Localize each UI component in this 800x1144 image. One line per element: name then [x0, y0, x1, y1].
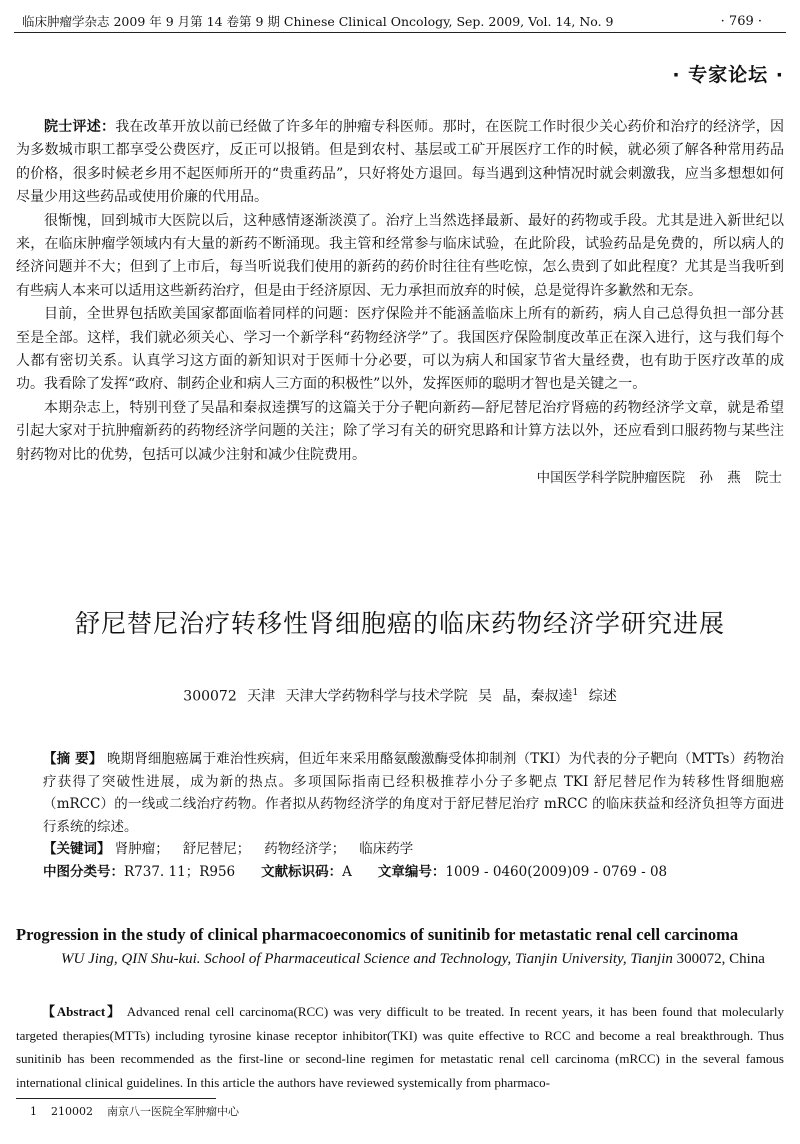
commentary-signature: 中国医学科学院肿瘤医院 孙 燕 院士	[536, 470, 782, 487]
authors-en	[16, 948, 784, 970]
academician-commentary	[16, 116, 784, 491]
footnote-postcode: 210002	[51, 1105, 93, 1118]
classification-line	[16, 861, 784, 884]
page-number: · 769 ·	[720, 14, 762, 29]
clc-label: 中图分类号：	[43, 863, 124, 880]
footnote	[30, 1104, 239, 1120]
commentary-paragraph: 本期杂志上，特别刊登了吴晶和秦叔逵撰写的这篇关于分子靶向新药—舒尼替尼治疗肾癌的药物经济学文章，就是希望引起大家对于抗肿瘤新药的药物经济学问题的关注；除了学习有关的研究思路和计算方法以外，还应看到口服药物与某些注射药物对比的优势，包括可以减少注射和减少住院费用。	[16, 399, 784, 463]
keyword-item: 临床药学	[359, 841, 414, 858]
abstract-cn-paragraph	[16, 748, 784, 838]
doc-code-label: 文献标识码：	[261, 863, 343, 880]
authors-en-tail: 300072, China	[672, 951, 765, 967]
authors-cn	[16, 682, 784, 708]
clc-value: R737. 11；R956	[124, 863, 236, 880]
commentary-lead: 院士评述：	[44, 119, 116, 135]
affiliation-mark: 1	[572, 688, 579, 698]
footnote-rule	[16, 1098, 216, 1099]
authors-cn-role: 综述	[578, 688, 617, 705]
authors-en-text: WU Jing, QIN Shu-kui. School of Pharmaceutical Science and Technology, Tianjin University, Tianjin	[61, 951, 673, 967]
abstract-cn	[16, 748, 784, 884]
running-header	[14, 12, 786, 33]
abstract-en-text: Advanced renal cell carcinoma(RCC) was very difficult to be treated. In recent years, it has been found that molecularly targeted therapies(MTTs) including tyrosine kinase receptor inhibitor(TKI) was quite effective to RCC and become a real breakthrough. Thus sunitinib has been recommended as the first-line or second-line regimen for metastatic renal cell carcinoma (mRCC) in the several famous international clinical guidelines. In this article the authors have reviewed systemically from pharmaco-	[16, 1004, 784, 1090]
article-no-label: 文章编号：	[377, 863, 446, 880]
doc-code-value: A	[342, 863, 352, 880]
abstract-cn-text: 晚期肾细胞癌属于难治性疾病，但近年来采用酪氨酸激酶受体抑制剂（TKI）为代表的分子靶向（MTTs）药物治疗获得了突破性进展，成为新的热点。多项国际指南已经积极推荐小分子多靶点 TKI 舒尼替尼作为转移性肾细胞癌（mRCC）的一线或二线治疗药物。作者拟从药物经济学的角度对于舒尼替尼治疗 mRCC 的临床获益和经济负担等方面进行系统的综述。	[43, 751, 785, 835]
keyword-item: 药物经济学；	[264, 841, 346, 858]
commentary-paragraph	[16, 116, 784, 210]
keywords-label: 【关键词】	[43, 841, 111, 858]
keyword-item: 舒尼替尼；	[182, 841, 251, 858]
commentary-paragraph: 很惭愧，回到城市大医院以后，这种感情逐渐淡漠了。治疗上当然选择最新、最好的药物或手段。尤其是进入新世纪以来，在临床肿瘤学领域内有大量的新药不断涌现。我主管和经常参与临床试验，在此阶段，试验药品是免费的，所以病人的经济问题并不大；但到了上市后，每当听说我们使用的新药的药价时往往有些吃惊，怎么贵到了如此程度？尤其是当我听到有些病人本来可以适用这些新药治疗，但是由于经济原因、无力承担而放弃的时候，总是觉得许多歉然和无奈。	[16, 212, 784, 299]
keywords	[16, 838, 784, 861]
article-title-en: Progression in the study of clinical pharmacoeconomics of sunitinib for metastatic renal cell carcinoma	[16, 925, 739, 944]
commentary-text: 我在改革开放以前已经做了许多年的肿瘤专科医师。那时，在医院工作时很少关心药价和治疗的经济学，因为多数城市职工都享受公费医疗，反正可以报销。但是到农村、基层或工矿开展医疗工作的时候，就必须了解各种常用药品的价格，很多时候老乡用不起医师所开的“贵重药品”，只好将处方退回。每当遇到这种情况时就会刺激我，应当多想想如何尽量少用这些药品或使用价廉的代用品。	[16, 119, 785, 206]
abstract-en	[16, 1000, 784, 1094]
abstract-en-label: 【Abstract】	[42, 1004, 122, 1019]
running-header-text: 临床肿瘤学杂志 2009 年 9 月第 14 卷第 9 期 Chinese Clinical Oncology, Sep. 2009, Vol. 14, No. 9	[22, 14, 614, 29]
footnote-text: 南京八一医院全军肿瘤中心	[107, 1105, 239, 1118]
footnote-mark: 1	[30, 1105, 37, 1118]
article-title-cn: 舒尼替尼治疗转移性肾细胞癌的临床药物经济学研究进展	[74, 609, 725, 638]
keyword-item: 肾肿瘤；	[114, 841, 169, 858]
commentary-paragraph: 目前，全世界包括欧美国家都面临着同样的问题：医疗保险并不能涵盖临床上所有的新药，病人自己总得负担一部分甚至是全部。这样，我们就必须关心、学习一个新学科“药物经济学”了。我国医疗保险制度改革正在深入进行，这与我们每个人都有密切关系。认真学习这方面的新知识对于医师十分必要，可以为病人和国家节省大量经费，也有助于医疗改革的成功。我看除了发挥“政府、制药企业和病人三方面的积极性”以外，发挥医师的聪明才智也是关键之一。	[16, 306, 784, 393]
authors-cn-text: 300072 天津 天津大学药物科学与技术学院 吴 晶，秦叔逵	[183, 688, 573, 705]
article-no-value: 1009 - 0460(2009)09 - 0769 - 08	[445, 863, 668, 880]
column-tag: · 专家论坛 ·	[672, 64, 784, 86]
abstract-cn-label: 【摘 要】	[43, 751, 103, 767]
